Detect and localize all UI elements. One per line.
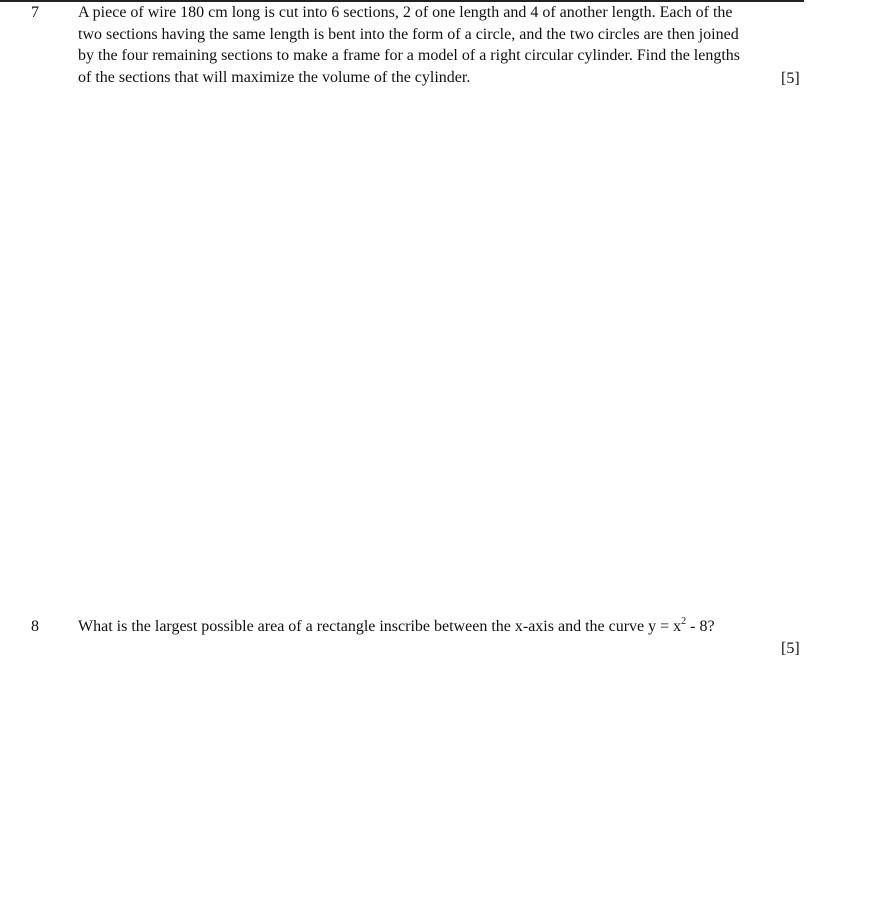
marks-label: [5] bbox=[781, 70, 800, 87]
question-text-part: What is the largest possible area of a rectangle inscribe between the x-axis and the curve y = x bbox=[78, 618, 682, 635]
exponent: 2 bbox=[681, 615, 687, 627]
question-text-line: by the four remaining sections to make a frame for a model of a right circular cylinder. Find the lengths bbox=[78, 47, 741, 64]
question-text-line bbox=[78, 616, 758, 638]
question-text bbox=[78, 2, 758, 88]
question-text bbox=[78, 616, 758, 638]
question-text-line: two sections having the same length is bent into the form of a circle, and the two circles are then joined bbox=[78, 25, 739, 43]
question-text-part: - 8? bbox=[686, 618, 715, 635]
marks-label: [5] bbox=[781, 640, 800, 657]
question-number: 8 bbox=[31, 618, 39, 635]
question-text-line: A piece of wire 180 cm long is cut into 6 sections, 2 of one length and 4 of another length. Each of the bbox=[78, 4, 733, 21]
question-text-line: of the sections that will maximize the volume of the cylinder. bbox=[78, 68, 471, 86]
question-number: 7 bbox=[31, 4, 39, 21]
